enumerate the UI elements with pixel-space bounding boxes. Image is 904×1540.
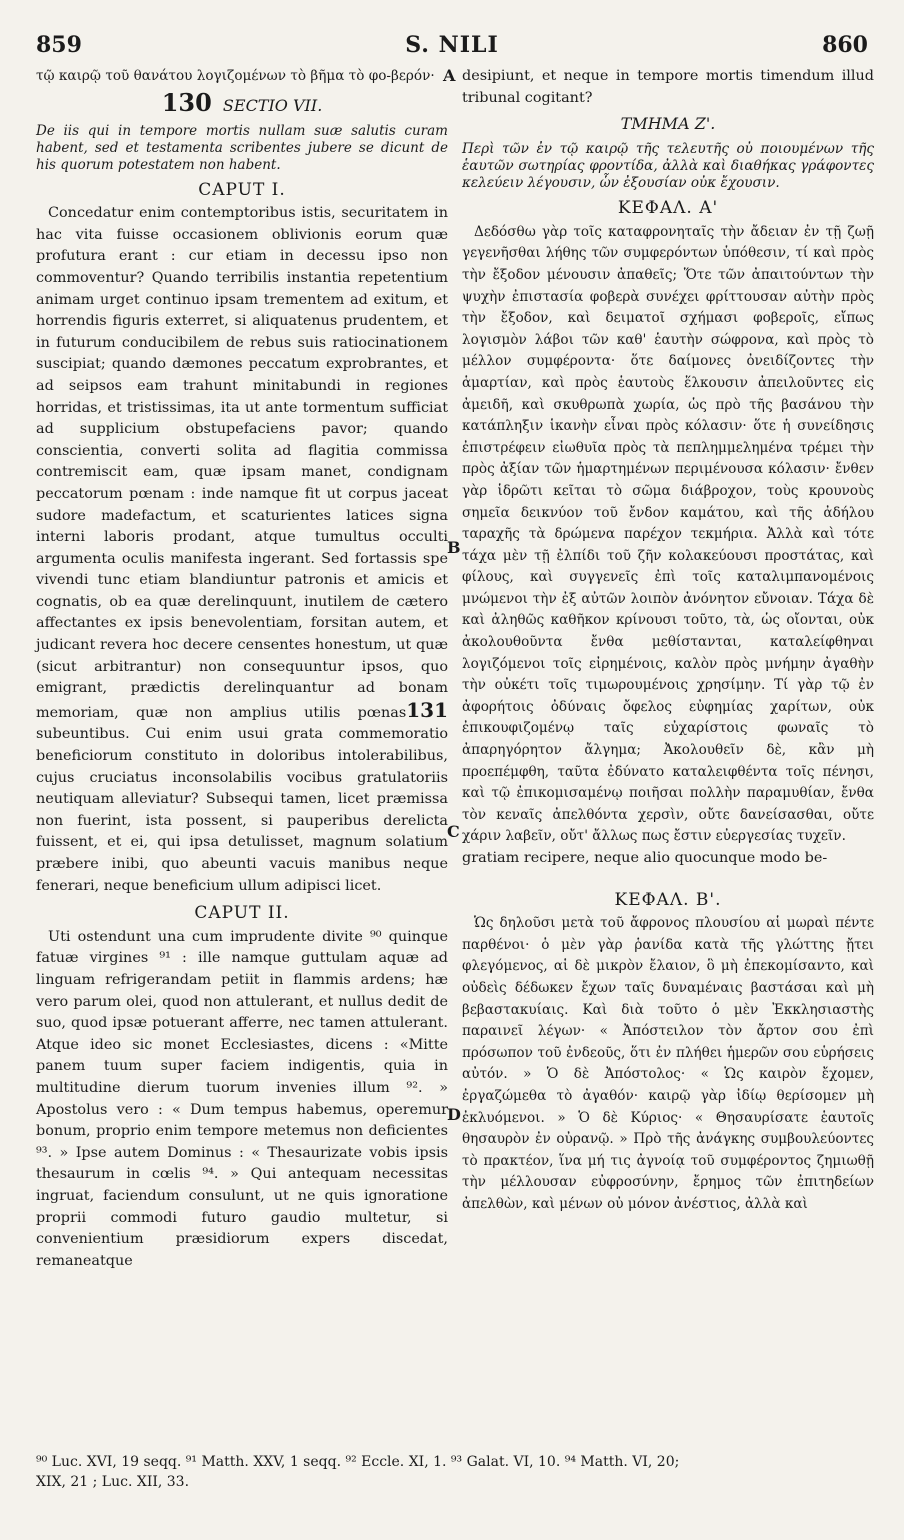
greek-caput-1: ΚΕΦΑΛ. Α' (617, 198, 719, 219)
margin-letter-d: D (447, 1105, 461, 1124)
section-number: 130 (161, 87, 212, 117)
left-page-number: 859 (36, 32, 82, 58)
latin-intro-greek: τῷ καιρῷ τοῦ θανάτου λογιζομένων τὸ βῆμα τὸ φο-βερόν· (36, 68, 435, 84)
greek-paragraph-1-tail: gratiam recipere, neque alio quocunque modo be- (462, 850, 828, 866)
right-page-number: 860 (822, 32, 868, 58)
greek-caput-2: ΚΕΦΑΛ. Β'. (614, 889, 722, 910)
greek-summary: Περὶ τῶν ἐν τῷ καιρῷ τῆς τελευτῆς οὐ ποιουμένων τῆς ἑαυτῶν σωτηρίας φροντίδα, ἀλλὰ καὶ διαθήκας γράφοντες κελεύειν λέγουσιν, ὧν ἐξουσίαν οὐκ ἔχουσιν. (462, 141, 874, 192)
running-title: S. NILI (405, 32, 499, 58)
latin-section-heading (36, 87, 448, 117)
page-header (36, 32, 868, 62)
footnote-line-1: ⁹⁰ Luc. XVI, 19 seqq. ⁹¹ Matth. XXV, 1 seqq. ⁹² Eccle. XI, 1. ⁹³ Galat. VI, 10. ⁹⁴ Matth. VI, 20; (36, 1454, 680, 1470)
latin-summary: De iis qui in tempore mortis nullam suæ salutis curam habent, sed et testamenta scribentes jubere se dicunt de his quorum potestatem non habent. (36, 122, 448, 173)
column-number-131: 131 (406, 697, 448, 722)
footnote-line-2: XIX, 21 ; Luc. XII, 33. (36, 1474, 190, 1490)
section-title: SECTIO VII. (222, 95, 323, 115)
latin-paragraph-2: Uti ostendunt una cum imprudente divite ⁹⁰ quinque fatuæ virgines ⁹¹ : ille namque guttulam aquæ ad linguam refrigerandam petiit in flammis ardens; hæ vero parum olei, quod non attulerant, et nullus dedit de suo, quod ipsæ potuerant afferre, nec tamen attulerant. Atque ideo sic monet Ecclesiastes, dicens : «Mitte panem tuum super faciem indigentis, quia in multitudine dierum tuorum invenies illum ⁹². » Apostolus vero : « Dum tempus habemus, operemur bonum, proprio enim tempore metemus non deficientes ⁹³. » Ipse autem Dominus : « Thesaurizate vobis ipsis thesaurum in cœlis ⁹⁴. » Qui antequam necessitas ingruat, faciendum consulunt, ut ne quis ignoratione proprii commodi futuro gaudio multetur, si convenientium præsidiorum expers discedat, remaneatque (36, 928, 448, 1269)
latin-caput-1: CAPUT I. (198, 179, 286, 200)
greek-paragraph-2: Ὡς δηλοῦσι μετὰ τοῦ ἄφρονος πλουσίου αἱ μωραὶ πέντε παρθένοι· ὁ μὲν γὰρ ῥανίδα κατὰ τῆς γλώττης ᾔτει φλεγόμενος, αἱ δὲ μικρὸν ἔλαιον, ὃ μὴ ἐπεκομίσαντο, καὶ οὐδεὶς δέδωκεν ἔχων ταῖς δυναμέναις βαστάσαι καὶ μὴ βεβαστακυίαις. Καὶ διὰ τοῦτο ὁ μὲν Ἐκκλησιαστὴς παραινεῖ λέγων· « Ἀπόστειλον τὸν ἄρτον σου ἐπὶ πρόσωπον τοῦ ἐνδεοῦς, ὅτι ἐν πλήθει ἡμερῶν σου εὑρήσεις αὐτόν. » Ὁ δὲ Ἀπόστολος· « Ὡς καιρὸν ἔχομεν, ἐργαζώμεθα τὸ ἀγαθόν· καιρῷ γὰρ ἰδίῳ θερίσομεν μὴ ἐκλυόμενοι. » Ὁ δὲ Κύριος· « Θησαυρίσατε ἑαυτοῖς θησαυρὸν ἐν οὐρανῷ. » Πρὸ τῆς ἀνάγκης συμβουλεύοντες τὸ πρακτέον, ἵνα μή τις ἀγνοίᾳ τοῦ συμφέροντος ζημιωθῇ τὴν μέλλουσαν εὐφροσύνην, ἔρημος τῶν ἐπιτηδείων ἀπελθὼν, καὶ μένων οὐ μόνον ἀνέστιος, ἀλλὰ καὶ (462, 915, 874, 1212)
latin-caput-2: CAPUT II. (194, 903, 290, 924)
latin-paragraph-1-text: Concedatur enim contemptoribus istis, securitatem in hac vita fuisse occasionem oblivionis eorum quæ profutura erant : cur etiam in decessu ipso non commoventur? Quando terribilis instantia repetentium animam urget continuo ipsam trementem ad exitum, et horrendis figuris exterret, si aliquatenus prudentem, et in futurum conducibilem de rebus suis ratiocinationem suscipiat; quando dæmones peccatum exprobrantes, et ad seipsos eam trahunt minitabundi in regiones horridas, et tristissimas, ita ut ante tormentum sufficiat ad supplicium obstupefaciens pavor; quando conscientia, converti solita ad flagitia commissa contremiscit eam, quæ ipsam manet, condignam peccatorum pœnam : inde namque fit ut corpus jaceat sudore madefactum, et scaturientes latices signa interni laboris prodant, atque tumultus occulti argumenta oculis manifesta ingerant. Sed fortassis spe vivendi tunc etiam blandiuntur patronis et amicis et cognatis, ob ea quæ derelinquunt, inutilem de cætero affectantes ex ipsis benevolentiam, forsitan autem, et judicant revera hoc decere censentes honestum, ut quæ (sicut arbitrantur) non consequuntur ipsos, quo emigrant, prædictis derelinquantur ad bonam memoriam, quæ non amplius utilis pœnas (36, 205, 448, 721)
greek-column (462, 66, 874, 1216)
margin-letter-b: B (447, 538, 461, 557)
greek-intro-latin: desipiunt, et neque in tempore mortis timendum illud tribunal cogitant? (462, 68, 874, 106)
greek-paragraph-1: Δεδόσθω γὰρ τοῖς καταφρονηταῖς τὴν ἄδειαν ἐν τῇ ζωῇ γεγενῆσθαι λήθης τῶν συμφερόντων ὑπόθεσιν, τί καὶ πρὸς τὴν ἔξοδον μένουσιν ἀπαθεῖς; Ὅτε τῶν ἀπαιτούντων τὴν ψυχὴν ἐπιστασία φοβερὰ συνέχει φρίττουσαν αὐτὴν πρὸς τὴν ἔξοδον, καὶ δειματοῖ σχήμασι φοβεροῖς, εἴπως λογισμὸν λάβοι τῶν καθ' ἑαυτὴν σώφρονα, καὶ πρὸς τὸ μέλλον συμφέροντα· ὅτε δαίμονες ὀνειδίζοντες τὴν ἁμαρτίαν, καὶ πρὸς ἑαυτοὺς ἕλκουσιν ἀπειλοῦντες εἰς ἀμειδῆ, καὶ σκυθρωπὰ χωρία, ὡς πρὸ τῆς βασάνου τὴν κατάπληξιν ἱκανὴν εἶναι πρὸς κόλασιν· ὅτε ἡ συνείδησις ἐπιστρέφειν εἰωθυῖα πρὸς τὰ πεπλημμελημένα τρέμει τὴν πρὸς ἀξίαν τῶν ἡμαρτημένων περιμένουσα κόλασιν· ἔνθεν γὰρ ἱδρῶτι κεῖται τὸ σῶμα διάβροχον, τοὺς κρουνοὺς σημεῖα δεικνύον τοῦ ἔνδον καμάτου, καὶ τῆς ἀδήλου ταραχῆς τὰ δρώμενα παρέχον τεκμήρια. Ἀλλὰ καὶ τότε τάχα μὲν τῇ ἐλπίδι τοῦ ζῆν κολακεύουσι προστάτας, καὶ φίλους, καὶ συγγενεῖς ἐπὶ τοῖς καταλιμπανομένοις μνώμενοι τὴν ἐξ αὐτῶν λοιπὸν ἀνόνητον εὔνοιαν. Τάχα δὲ καὶ ἀληθῶς καθῆκον κρίνουσι τοῦτο, τὰ, ὡς οἴονται, οὐκ ἀκολουθοῦντα ἔνθα μεθίστανται, καταλείφθηναι λογιζόμενοι τοῖς εἰρημένοις, καλὸν πρὸς μνήμην ἀγαθὴν τὴν οὐκέτι τοῖς τιμωρουμένοις χρησίμην. Τί γὰρ τῷ ἐν ἀφορήτοις ὀδύναις ὄφελος εὐφημίας χαρίτων, οὐκ ἐπικουφιζομένῳ ταῖς εὐχαρίστοις φωναῖς τὸ ἀπαρηγόρητον ἄλγημα; Ἀκολουθεῖν δὲ, κἂν μὴ προεπέμφθη, ταῦτα ἐδύνατο καταλειφθέντα τοῖς πένησι, καὶ τῷ ἐπικομισαμένῳ ποιῆσαι πολλὴν παραμυθίαν, ἔνθα τὸν κεναῖς ἀπελθόντα χερσὶν, οὔτε δανείσασθαι, οὔτε χάριν λαβεῖν, οὔτ' ἄλλως πως ἔστιν εὐεργεσίας τυχεῖν. (462, 223, 874, 845)
margin-letter-c: C (447, 822, 460, 841)
footnotes (36, 1452, 868, 1492)
margin-letter-a: A (443, 66, 456, 85)
latin-paragraph-1-cont: subeuntibus. Cui enim usui grata commemoratio beneficiorum constituto in doloribus intolerabilibus, cujus cruciatus inconsolabilis vocibus gratulatoriis neutiquam alleviatur? Subsequi tamen, licet præmissa non fuerint, ista possent, si pauperibus derelicta fuissent, et ei, qui ipsa detulisset, magnum solatium præbere inibi, quo abeunti vacuis manibus neque fenerari, neque beneficium ullum adipisci licet. (36, 726, 448, 894)
greek-section-heading: ΤΜΗΜΑ Ζ'. (620, 114, 716, 134)
latin-paragraph-1 (36, 203, 448, 897)
latin-column (36, 66, 448, 1272)
